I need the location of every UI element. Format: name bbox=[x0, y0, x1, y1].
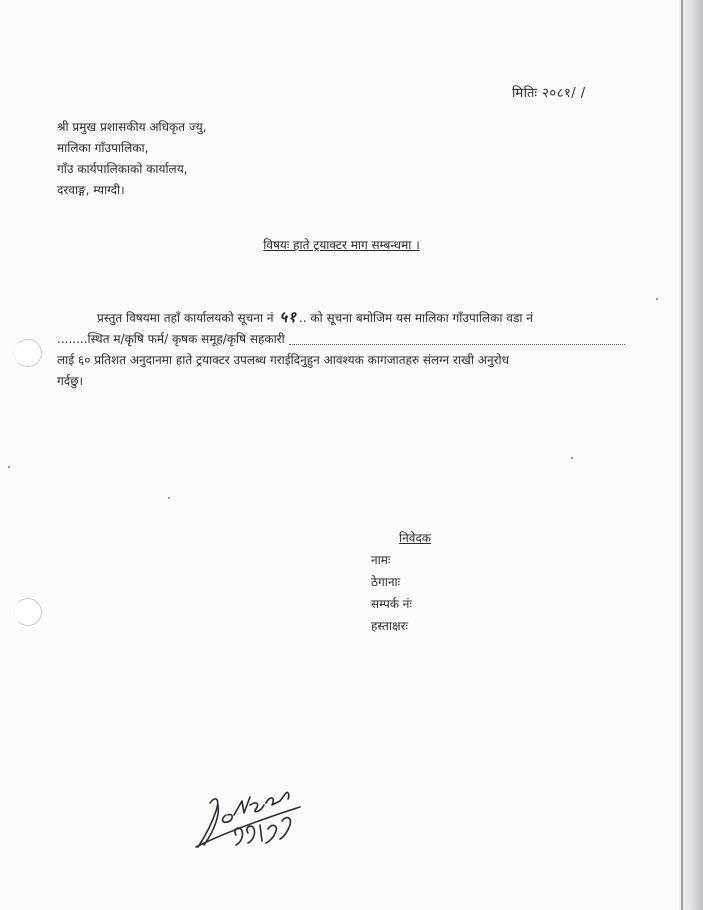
applicant-heading: निवेदक bbox=[399, 531, 432, 545]
recipient-line-2: मालिका गाँउपालिका, bbox=[57, 141, 149, 155]
letter-body bbox=[57, 307, 625, 392]
scan-speck bbox=[656, 298, 658, 300]
body-line-2 bbox=[57, 329, 625, 350]
body-line-1-pre: प्रस्तुत विषयमा तहाँ कार्यालयको सूचना नं bbox=[97, 311, 274, 325]
applicant-block bbox=[371, 527, 431, 637]
body-line-1 bbox=[57, 307, 625, 329]
applicant-contact-label: सम्पर्क नंः bbox=[371, 597, 412, 611]
body-line-4-text: गर्दछु। bbox=[57, 374, 84, 388]
applicant-address-label: ठेगानाः bbox=[371, 575, 401, 589]
applicant-signature-label: हस्ताक्षरः bbox=[371, 619, 408, 633]
punch-hole-top bbox=[14, 339, 42, 367]
body-line-2-text: ........स्थित म/कृषि फर्म/ कृषक समूह/कृषि सहकारी bbox=[57, 332, 285, 346]
recipient-line-4: दरवाङ्ग, म्याग्दी। bbox=[57, 183, 125, 197]
page-edge-line bbox=[681, 0, 683, 910]
subject-line bbox=[0, 236, 683, 253]
applicant-name-label: नामः bbox=[371, 553, 391, 567]
notice-number: ५१ bbox=[279, 308, 297, 326]
body-line-3-text: लाई ६० प्रतिशत अनुदानमा हाते ट्रयाक्टर उपलब्ध गराईदिनुहुन आवश्यक कागजातहरु संलग्न राखी अनुरोध bbox=[57, 353, 510, 367]
recipient-line-1: श्री प्रमुख प्रशासकीय अधिकृत ज्यु, bbox=[57, 120, 207, 134]
recipient-line-3: गाँउ कार्यपालिकाको कार्यालय, bbox=[57, 162, 188, 176]
recipient-address bbox=[57, 117, 207, 201]
subject-text: विषयः हाते ट्रयाक्टर माग सम्बन्धमा । bbox=[263, 238, 420, 252]
punch-hole-bottom bbox=[14, 598, 42, 626]
scan-speck bbox=[8, 466, 10, 468]
handwritten-signature bbox=[190, 775, 320, 855]
blank-fill-line bbox=[289, 329, 625, 345]
body-line-3 bbox=[57, 350, 625, 371]
body-line-4 bbox=[57, 371, 625, 392]
body-line-1-post: .. को सूचना बमोजिम यस मालिका गाँउपालिका वडा नं bbox=[298, 311, 533, 325]
scan-speck bbox=[571, 457, 573, 459]
scan-speck bbox=[168, 497, 170, 499]
date-line: मितिः २०८१/ / bbox=[512, 86, 586, 101]
